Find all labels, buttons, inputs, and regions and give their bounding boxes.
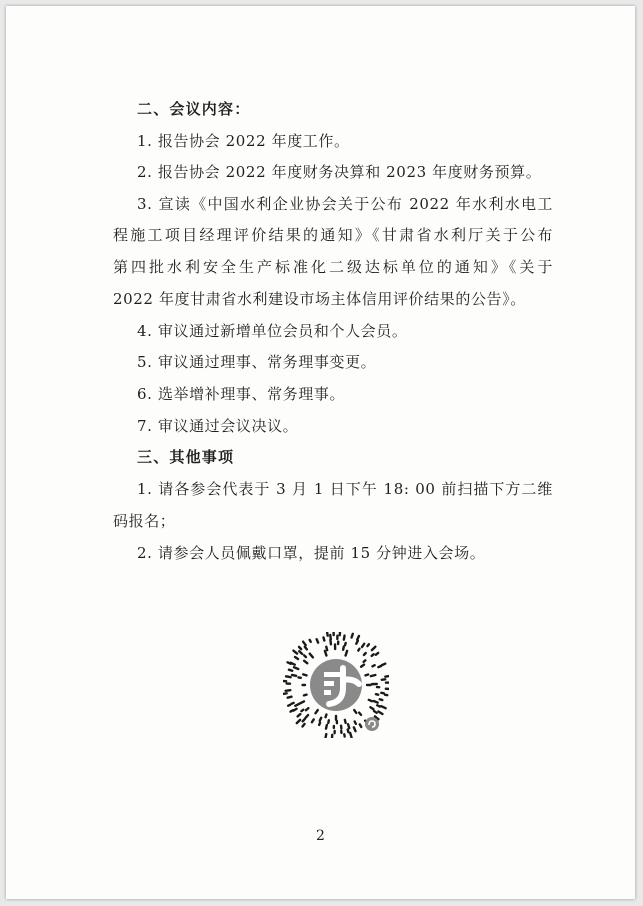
agenda-item-6: 6. 选举增补理事、常务理事。 (137, 385, 346, 403)
agenda-item-3-line-3: 第四批水利安全生产标准化二级达标单位的通知》《关于 (113, 258, 553, 276)
mini-program-code-icon[interactable] (283, 632, 389, 738)
document-page (6, 6, 635, 899)
agenda-item-3-line-1: 3. 宣读《中国水利企业协会关于公布 2022 年水利水电工 (137, 195, 553, 213)
other-item-1-line-1: 1. 请各参会代表于 3 月 1 日下午 18: 00 前扫描下方二维 (137, 480, 553, 498)
agenda-item-5: 5. 审议通过理事、常务理事变更。 (137, 353, 377, 371)
section-heading-other-matters: 三、其他事项 (137, 448, 235, 466)
agenda-item-3-line-4: 2022 年度甘肃省水利建设市场主体信用评价结果的公告》。 (113, 290, 526, 308)
agenda-item-2: 2. 报告协会 2022 年度财务决算和 2023 年度财务预算。 (137, 163, 542, 181)
page-number: 2 (316, 828, 325, 844)
section-heading-meeting-content: 二、会议内容： (137, 100, 251, 118)
agenda-item-3-line-2: 程施工项目经理评价结果的通知》《甘肃省水利厅关于公布 (113, 226, 553, 244)
agenda-item-7: 7. 审议通过会议决议。 (137, 417, 299, 435)
agenda-item-1: 1. 报告协会 2022 年度工作。 (137, 132, 350, 150)
agenda-item-4: 4. 审议通过新增单位会员和个人会员。 (137, 322, 408, 340)
other-item-1-line-2: 码报名； (113, 512, 176, 530)
other-item-2: 2. 请参会人员佩戴口罩，提前 15 分钟进入会场。 (137, 544, 486, 562)
